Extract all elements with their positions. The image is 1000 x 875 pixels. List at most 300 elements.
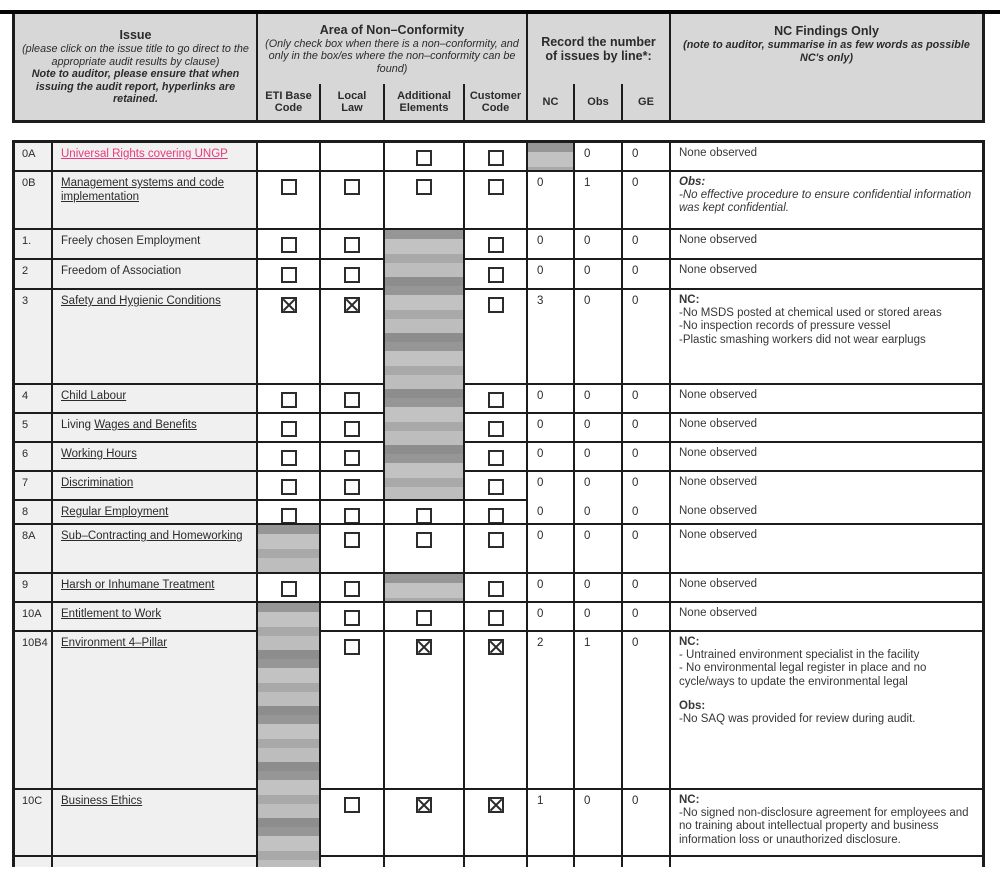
customer-checkbox[interactable] [488,508,504,524]
findings-text: -Plastic smashing workers did not wear earplugs [679,333,926,346]
nc-count-cell [528,290,575,385]
row-number: 0B [22,177,36,189]
issue-title-cell [53,603,258,632]
ge-count: 0 [632,506,639,518]
obs-count: 0 [584,390,591,402]
issue-title-link[interactable]: Wages and Benefits [94,419,197,431]
issue-title-link[interactable]: Working Hours [61,448,137,460]
row-number: 2 [22,265,29,277]
findings-text: None observed [679,147,757,159]
findings-cell [671,632,982,790]
findings-text: -No signed non-disclosure agreement for employees and no training about intellectual property and business information loss or unauthorized disclosure. [679,807,969,846]
na-shaded-cell [385,574,465,603]
findings-text: - Untrained environment specialist in the facility [679,649,920,662]
local-checkbox[interactable] [344,392,360,408]
local-cell [321,603,385,632]
row-number-cell [15,603,53,632]
empty-cell [575,857,623,867]
additional-checkbox-checked[interactable] [416,639,432,655]
obs-count: 0 [584,448,591,460]
issue-title-cell [53,472,258,501]
nc-count-cell [528,443,575,472]
nc-count: 0 [537,390,544,402]
eti-checkbox[interactable] [281,237,297,253]
eti-cell [258,290,321,385]
na-shaded-cell [385,230,465,501]
nc-count: 0 [537,579,544,591]
ge-count-cell [623,143,671,172]
additional-cell [385,603,465,632]
findings-cell [671,443,982,472]
row-number-cell [15,472,53,501]
ge-count: 0 [632,265,639,277]
eti-cell [258,172,321,230]
nc-count: 0 [537,265,544,277]
additional-checkbox[interactable] [416,610,432,626]
ge-count-cell [623,525,671,574]
row-number-cell [15,290,53,385]
customer-cell [465,414,528,443]
issue-title-link[interactable]: Harsh or Inhumane Treatment [61,579,215,591]
findings-text: -No MSDS posted at chemical used or stored areas [679,307,942,320]
additional-cell [385,172,465,230]
row-number-cell [15,172,53,230]
eti-cell [258,414,321,443]
ge-count-cell [623,574,671,603]
additional-checkbox[interactable] [416,508,432,524]
additional-checkbox[interactable] [416,532,432,548]
row-number-cell [15,385,53,414]
findings-text: None observed [679,264,757,276]
nc-count-cell [528,790,575,857]
findings-text: Obs: [679,699,706,712]
customer-checkbox[interactable] [488,297,504,313]
customer-cell [465,143,528,172]
customer-cell [465,603,528,632]
customer-checkbox-checked[interactable] [488,797,504,813]
customer-checkbox[interactable] [488,150,504,166]
findings-cell [671,525,982,574]
nc-count-shaded-cell [528,143,575,172]
issue-title-cell [53,574,258,603]
issue-title-link[interactable]: Business Ethics [61,795,143,807]
local-checkbox[interactable] [344,237,360,253]
obs-count-cell [575,603,623,632]
customer-cell [465,574,528,603]
nc-count: 0 [537,530,544,542]
local-checkbox[interactable] [344,581,360,597]
row-number: 3 [22,295,29,307]
local-cell [321,230,385,260]
customer-checkbox[interactable] [488,532,504,548]
ge-count-cell [623,260,671,290]
obs-count-cell [575,230,623,260]
customer-checkbox[interactable] [488,179,504,195]
findings-text: None observed [679,607,757,619]
nc-count-cell [528,525,575,574]
ge-count-cell [623,443,671,472]
issue-title-cell [53,385,258,414]
findings-text: None observed [679,447,757,459]
customer-checkbox-checked[interactable] [488,639,504,655]
findings-cell [671,472,982,525]
nc-count-cell [528,385,575,414]
ge-count: 0 [632,795,639,807]
eti-cell [258,443,321,472]
ge-count: 0 [632,390,639,402]
issue-title-link[interactable]: Entitlement to Work [61,608,162,620]
customer-cell [465,172,528,230]
issue-title-link[interactable]: Child Labour [61,390,127,402]
local-checkbox[interactable] [344,532,360,548]
additional-checkbox[interactable] [416,150,432,166]
nc-count: 0 [537,177,544,189]
nc-count: 0 [537,235,544,247]
empty-cell [385,857,465,867]
additional-checkbox-checked[interactable] [416,797,432,813]
obs-count: 0 [584,530,591,542]
obs-count: 0 [584,265,591,277]
column-header-ge: GE [623,84,671,120]
issue-title-link[interactable]: Regular Employment [61,506,169,518]
nc-count: 1 [537,795,544,807]
issue-title-link[interactable]: Environment 4–Pillar [61,637,168,649]
eti-cell [258,230,321,260]
row-number: 9 [22,579,29,591]
local-cell [321,525,385,574]
local-checkbox[interactable] [344,610,360,626]
nc-count-cell [528,260,575,290]
customer-checkbox[interactable] [488,392,504,408]
issue-title: Freedom of Association [61,265,182,277]
obs-count: 0 [584,295,591,307]
local-cell [321,260,385,290]
empty-cell [465,857,528,867]
row-number: 7 [22,477,29,489]
eti-cell [258,143,321,172]
row-number: 1. [22,235,32,247]
eti-cell [258,385,321,414]
ge-count-cell [623,230,671,260]
customer-cell [465,230,528,260]
empty-cell [528,857,575,867]
issue-title-cell [53,290,258,385]
findings-text: -No SAQ was provided for review during audit. [679,713,916,726]
ge-count: 0 [632,295,639,307]
findings-text: None observed [679,418,757,430]
ge-count-cell [623,603,671,632]
obs-count-cell [575,414,623,443]
customer-checkbox[interactable] [488,421,504,437]
ge-count-cell [623,290,671,385]
eti-checkbox[interactable] [281,450,297,466]
eti-cell [258,501,321,525]
obs-count-cell [575,385,623,414]
ge-count: 0 [632,579,639,591]
na-shaded-cell [258,603,321,867]
local-cell [321,290,385,385]
customer-checkbox[interactable] [488,610,504,626]
row-number: 10B4 [22,637,48,649]
column-header-customer-code: Customer Code [465,84,528,120]
row-number: 8A [22,530,36,542]
findings-text: -No inspection records of pressure vessel [679,320,891,333]
findings-text: Obs: [679,176,706,188]
ge-count-cell [623,385,671,414]
issue-title-link[interactable]: Living [61,419,95,431]
local-checkbox[interactable] [344,508,360,524]
issue-title-cell [53,501,258,525]
nc-count: 0 [537,506,544,518]
findings-text: -No effective procedure to ensure confidential information was kept confidential. [679,189,972,215]
header-issue-title: Issue [119,28,152,43]
eti-checkbox[interactable] [281,479,297,495]
ge-count-cell [623,790,671,857]
header-findings-title: NC Findings Only [774,24,879,38]
obs-count-cell [575,443,623,472]
customer-cell [465,385,528,414]
ge-count: 0 [632,235,639,247]
issue-summary-table [12,14,985,867]
findings-spacer [679,689,974,700]
ge-count: 0 [632,177,639,189]
nc-count-cell [528,230,575,260]
customer-checkbox[interactable] [488,267,504,283]
customer-cell [465,790,528,857]
local-checkbox[interactable] [344,179,360,195]
local-cell [321,472,385,501]
local-cell [321,414,385,443]
findings-text: None observed [679,529,757,541]
findings-cell [671,414,982,443]
issue-title-link[interactable]: Sub–Contracting and Homeworking [61,530,243,542]
local-cell [321,443,385,472]
column-header-eti-base-code: ETI Base Code [258,84,321,120]
obs-count: 0 [584,235,591,247]
additional-cell [385,790,465,857]
obs-count-cell [575,632,623,790]
column-header-local-law: Local Law [321,84,385,120]
local-cell [321,143,385,172]
local-checkbox[interactable] [344,421,360,437]
obs-count: 0 [584,148,591,160]
ge-count: 0 [632,637,639,649]
findings-cell [671,143,982,172]
issue-title-link[interactable]: Universal Rights covering UNGP [61,148,228,160]
row-number-cell [15,790,53,857]
customer-checkbox[interactable] [488,450,504,466]
obs-count: 1 [584,177,591,189]
header-aonc-title: Area of Non–Conformity [319,22,465,37]
row-number-cell [15,230,53,260]
customer-cell [465,290,528,385]
findings-text: None observed [679,234,757,246]
local-cell [321,632,385,790]
obs-count: 0 [584,477,591,489]
header-nc-findings [671,14,982,120]
issue-title-cell [53,143,258,172]
ge-count-cell [623,472,671,525]
row-number: 0A [22,148,36,160]
row-number-cell [15,501,53,525]
ge-count: 0 [632,448,639,460]
eti-checkbox[interactable] [281,392,297,408]
column-header-obs: Obs [575,84,623,120]
local-checkbox[interactable] [344,450,360,466]
ge-count-cell [623,414,671,443]
na-shaded-cell [258,525,321,574]
row-number: 10C [22,795,43,807]
table-header [12,14,985,123]
column-header-nc: NC [528,84,575,120]
issue-title-link[interactable]: Safety and Hygienic Conditions [61,295,221,307]
row-number-cell [15,525,53,574]
nc-count-cell [528,632,575,790]
empty-cell [321,857,385,867]
additional-cell [385,632,465,790]
eti-checkbox[interactable] [281,179,297,195]
findings-text: None observed [679,505,757,517]
column-header-additional-elements: Additional Elements [385,84,465,120]
obs-count-cell [575,143,623,172]
obs-count: 0 [584,608,591,620]
issue-title-link[interactable]: Discrimination [61,477,134,489]
customer-checkbox[interactable] [488,479,504,495]
local-checkbox[interactable] [344,797,360,813]
header-aonc-subtitle: (Only check box when there is a non–conformity, and only in the box/es where the non–conformity can be found) [265,37,519,75]
obs-count-cell [575,525,623,574]
ge-count: 0 [632,608,639,620]
additional-checkbox[interactable] [416,179,432,195]
customer-checkbox[interactable] [488,581,504,597]
customer-cell [465,472,528,501]
local-cell [321,574,385,603]
ge-count: 0 [632,148,639,160]
findings-text: - No environmental legal register in place and no cycle/ways to update the environmental legal [679,662,927,688]
issue-title-cell [53,230,258,260]
findings-cell [671,172,982,230]
header-issue-note: Note to auditor, please ensure that when issuing the audit report, hyperlinks are retained. [31,68,240,106]
findings-cell [671,603,982,632]
issue-title-cell [53,790,258,857]
row-number-cell [15,857,53,867]
row-number-cell [15,443,53,472]
local-checkbox[interactable] [344,267,360,283]
row-number: 4 [22,390,29,402]
ge-count: 0 [632,419,639,431]
issue-title-cell [53,260,258,290]
header-findings-subtitle: (note to auditor, summarise in as few words as possible NC's only) [683,39,970,64]
obs-count-cell [575,172,623,230]
findings-cell [671,230,982,260]
row-number-cell [15,574,53,603]
eti-checkbox[interactable] [281,508,297,524]
header-record-title: Record the number of issues by line*: [541,35,656,63]
local-cell [321,790,385,857]
ge-count: 0 [632,477,639,489]
findings-cell [671,260,982,290]
table-body [12,140,985,867]
nc-count: 2 [537,637,544,649]
nc-count-cell [528,574,575,603]
eti-checkbox[interactable] [281,581,297,597]
findings-cell [671,290,982,385]
local-cell [321,385,385,414]
eti-checkbox[interactable] [281,267,297,283]
obs-count: 1 [584,637,591,649]
findings-cell [671,790,982,857]
customer-cell [465,443,528,472]
issue-title-cell [53,525,258,574]
nc-count: 0 [537,477,544,489]
header-record-number [528,14,671,84]
row-number-cell [15,414,53,443]
row-number-cell [15,143,53,172]
customer-cell [465,525,528,574]
issue-title-cell [53,857,258,867]
findings-text: NC: [679,794,700,806]
header-issue [15,14,258,120]
issue-title-cell [53,172,258,230]
obs-count: 0 [584,419,591,431]
ge-count-cell [623,172,671,230]
obs-count: 0 [584,506,591,518]
local-checkbox-checked[interactable] [344,297,360,313]
obs-count-cell [575,260,623,290]
header-body-gap [12,123,985,140]
header-issue-subtitle: (please click on the issue title to go direct to the appropriate audit results by clause) [22,43,249,68]
findings-text: NC: [679,636,700,648]
issue-title-cell [53,443,258,472]
ge-count: 0 [632,530,639,542]
local-cell [321,172,385,230]
issue-title: Freely chosen Employment [61,235,201,247]
eti-checkbox[interactable] [281,421,297,437]
issue-title-link[interactable]: Management systems and code implementation [61,177,225,203]
audit-report-page [0,10,1000,867]
findings-cell [671,857,982,867]
issue-title-cell [53,414,258,443]
nc-count-cell [528,414,575,443]
eti-cell [258,260,321,290]
findings-text: None observed [679,389,757,401]
customer-checkbox[interactable] [488,237,504,253]
nc-count-cell [528,172,575,230]
nc-count: 0 [537,419,544,431]
obs-count-cell [575,472,623,525]
eti-cell [258,574,321,603]
row-number: 8 [22,506,29,518]
findings-text: None observed [679,476,757,488]
nc-count-cell [528,603,575,632]
local-checkbox[interactable] [344,639,360,655]
row-number-cell [15,632,53,790]
obs-count-cell [575,574,623,603]
obs-count-cell [575,790,623,857]
eti-checkbox-checked[interactable] [281,297,297,313]
findings-cell [671,385,982,414]
row-number: 5 [22,419,29,431]
issue-title-cell [53,632,258,790]
customer-cell [465,632,528,790]
customer-cell [465,501,528,525]
customer-cell [465,260,528,290]
nc-count: 0 [537,608,544,620]
local-checkbox[interactable] [344,479,360,495]
row-number: 10A [22,608,42,620]
ge-count-cell [623,632,671,790]
empty-cell [623,857,671,867]
